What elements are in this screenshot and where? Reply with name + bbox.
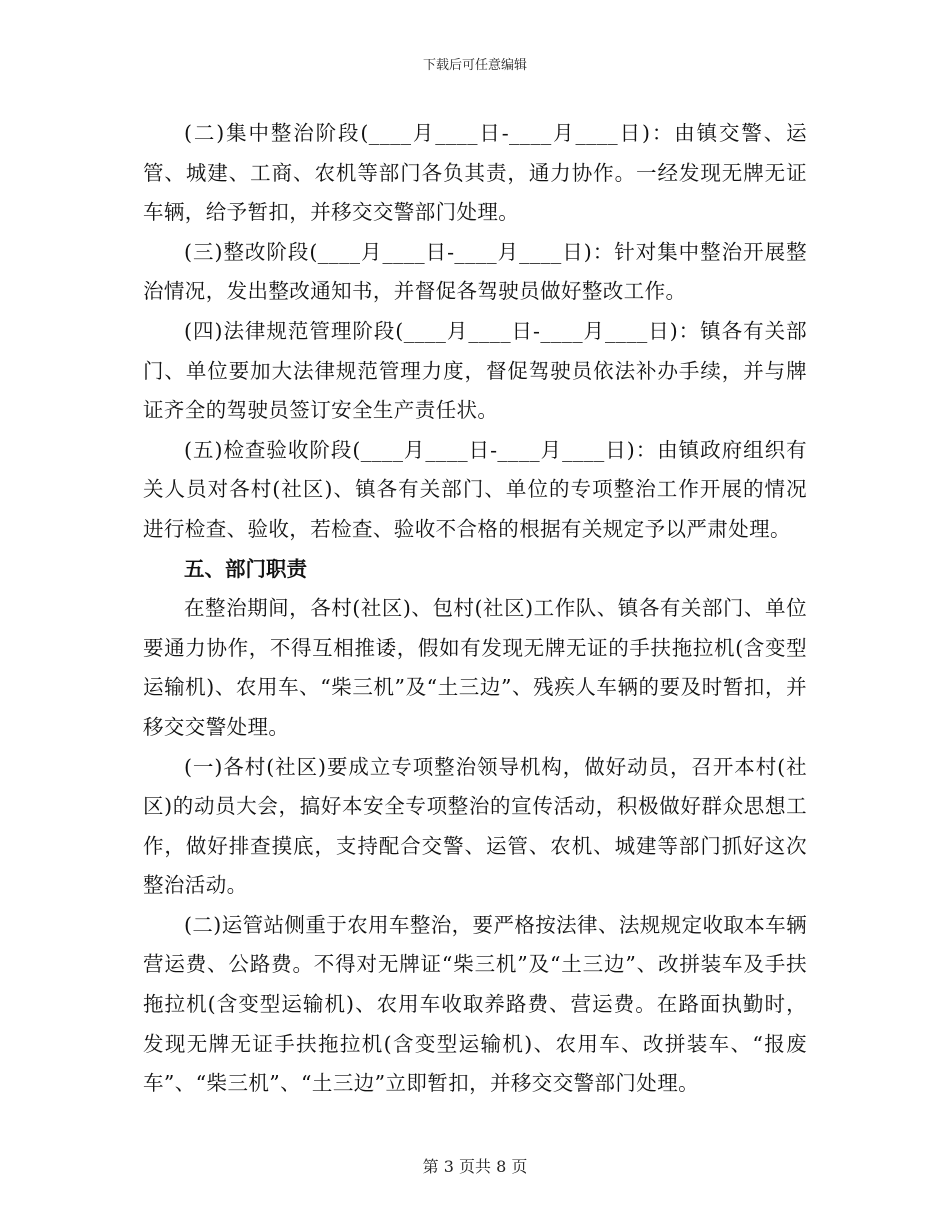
document-body: [143, 114, 807, 1104]
paragraph-duty-2: (二)运管站侧重于农用车整治，要严格按法律、法规规定收取本车辆营运费、公路费。不得对无牌证“柴三机”及“土三边”、改拼装车及手扶拖拉机(含变型运输机)、农用车收取养路费、营运费。在路面执勤时，发现无牌无证手扶拖拉机(含变型运输机)、农用车、改拼装车、“报废车”、“柴三机”、“土三边”立即暂扣，并移交交警部门处理。: [143, 912, 807, 1096]
paragraph-stage-2: (二)集中整治阶段(____月____日-____月____日)：由镇交警、运管、城建、工商、农机等部门各负其责，通力协作。一经发现无牌无证车辆，给予暂扣，并移交交警部门处理。: [143, 121, 807, 225]
paragraph-duty-1: (一)各村(社区)要成立专项整治领导机构，做好动员，召开本村(社区)的动员大会，搞好本安全专项整治的宣传活动，积极做好群众思想工作，做好排查摸底，支持配合交警、运管、农机、城建等部门抓好这次整治活动。: [143, 754, 807, 898]
section-heading: 五、部门职责: [184, 556, 307, 581]
paragraph-stage-3: (三)整改阶段(____月____日-____月____日)：针对集中整治开展整治情况，发出整改通知书，并督促各驾驶员做好整改工作。: [143, 239, 807, 304]
paragraph-stage-5: (五)检查验收阶段(____月____日-____月____日)：由镇政府组织有关人员对各村(社区)、镇各有关部门、单位的专项整治工作开展的情况进行检查、验收，若检查、验收不合格的根据有关规定予以严肃处理。: [143, 437, 807, 541]
page-footer: 第 3 页共 8 页: [422, 1157, 528, 1176]
page-header: 下载后可任意编辑: [422, 58, 527, 73]
paragraph-stage-4: (四)法律规范管理阶段(____月____日-____月____日)：镇各有关部门、单位要加大法律规范管理力度，督促驾驶员依法补办手续，并与牌证齐全的驾驶员签订安全生产责任状。: [143, 318, 807, 423]
paragraph-department-intro: 在整治期间，各村(社区)、包村(社区)工作队、镇各有关部门、单位要通力协作，不得互相推诿，假如有发现无牌无证的手扶拖拉机(含变型运输机)、农用车、“柴三机”及“土三边”、残疾人车辆的要及时暂扣，并移交交警处理。: [143, 596, 807, 739]
